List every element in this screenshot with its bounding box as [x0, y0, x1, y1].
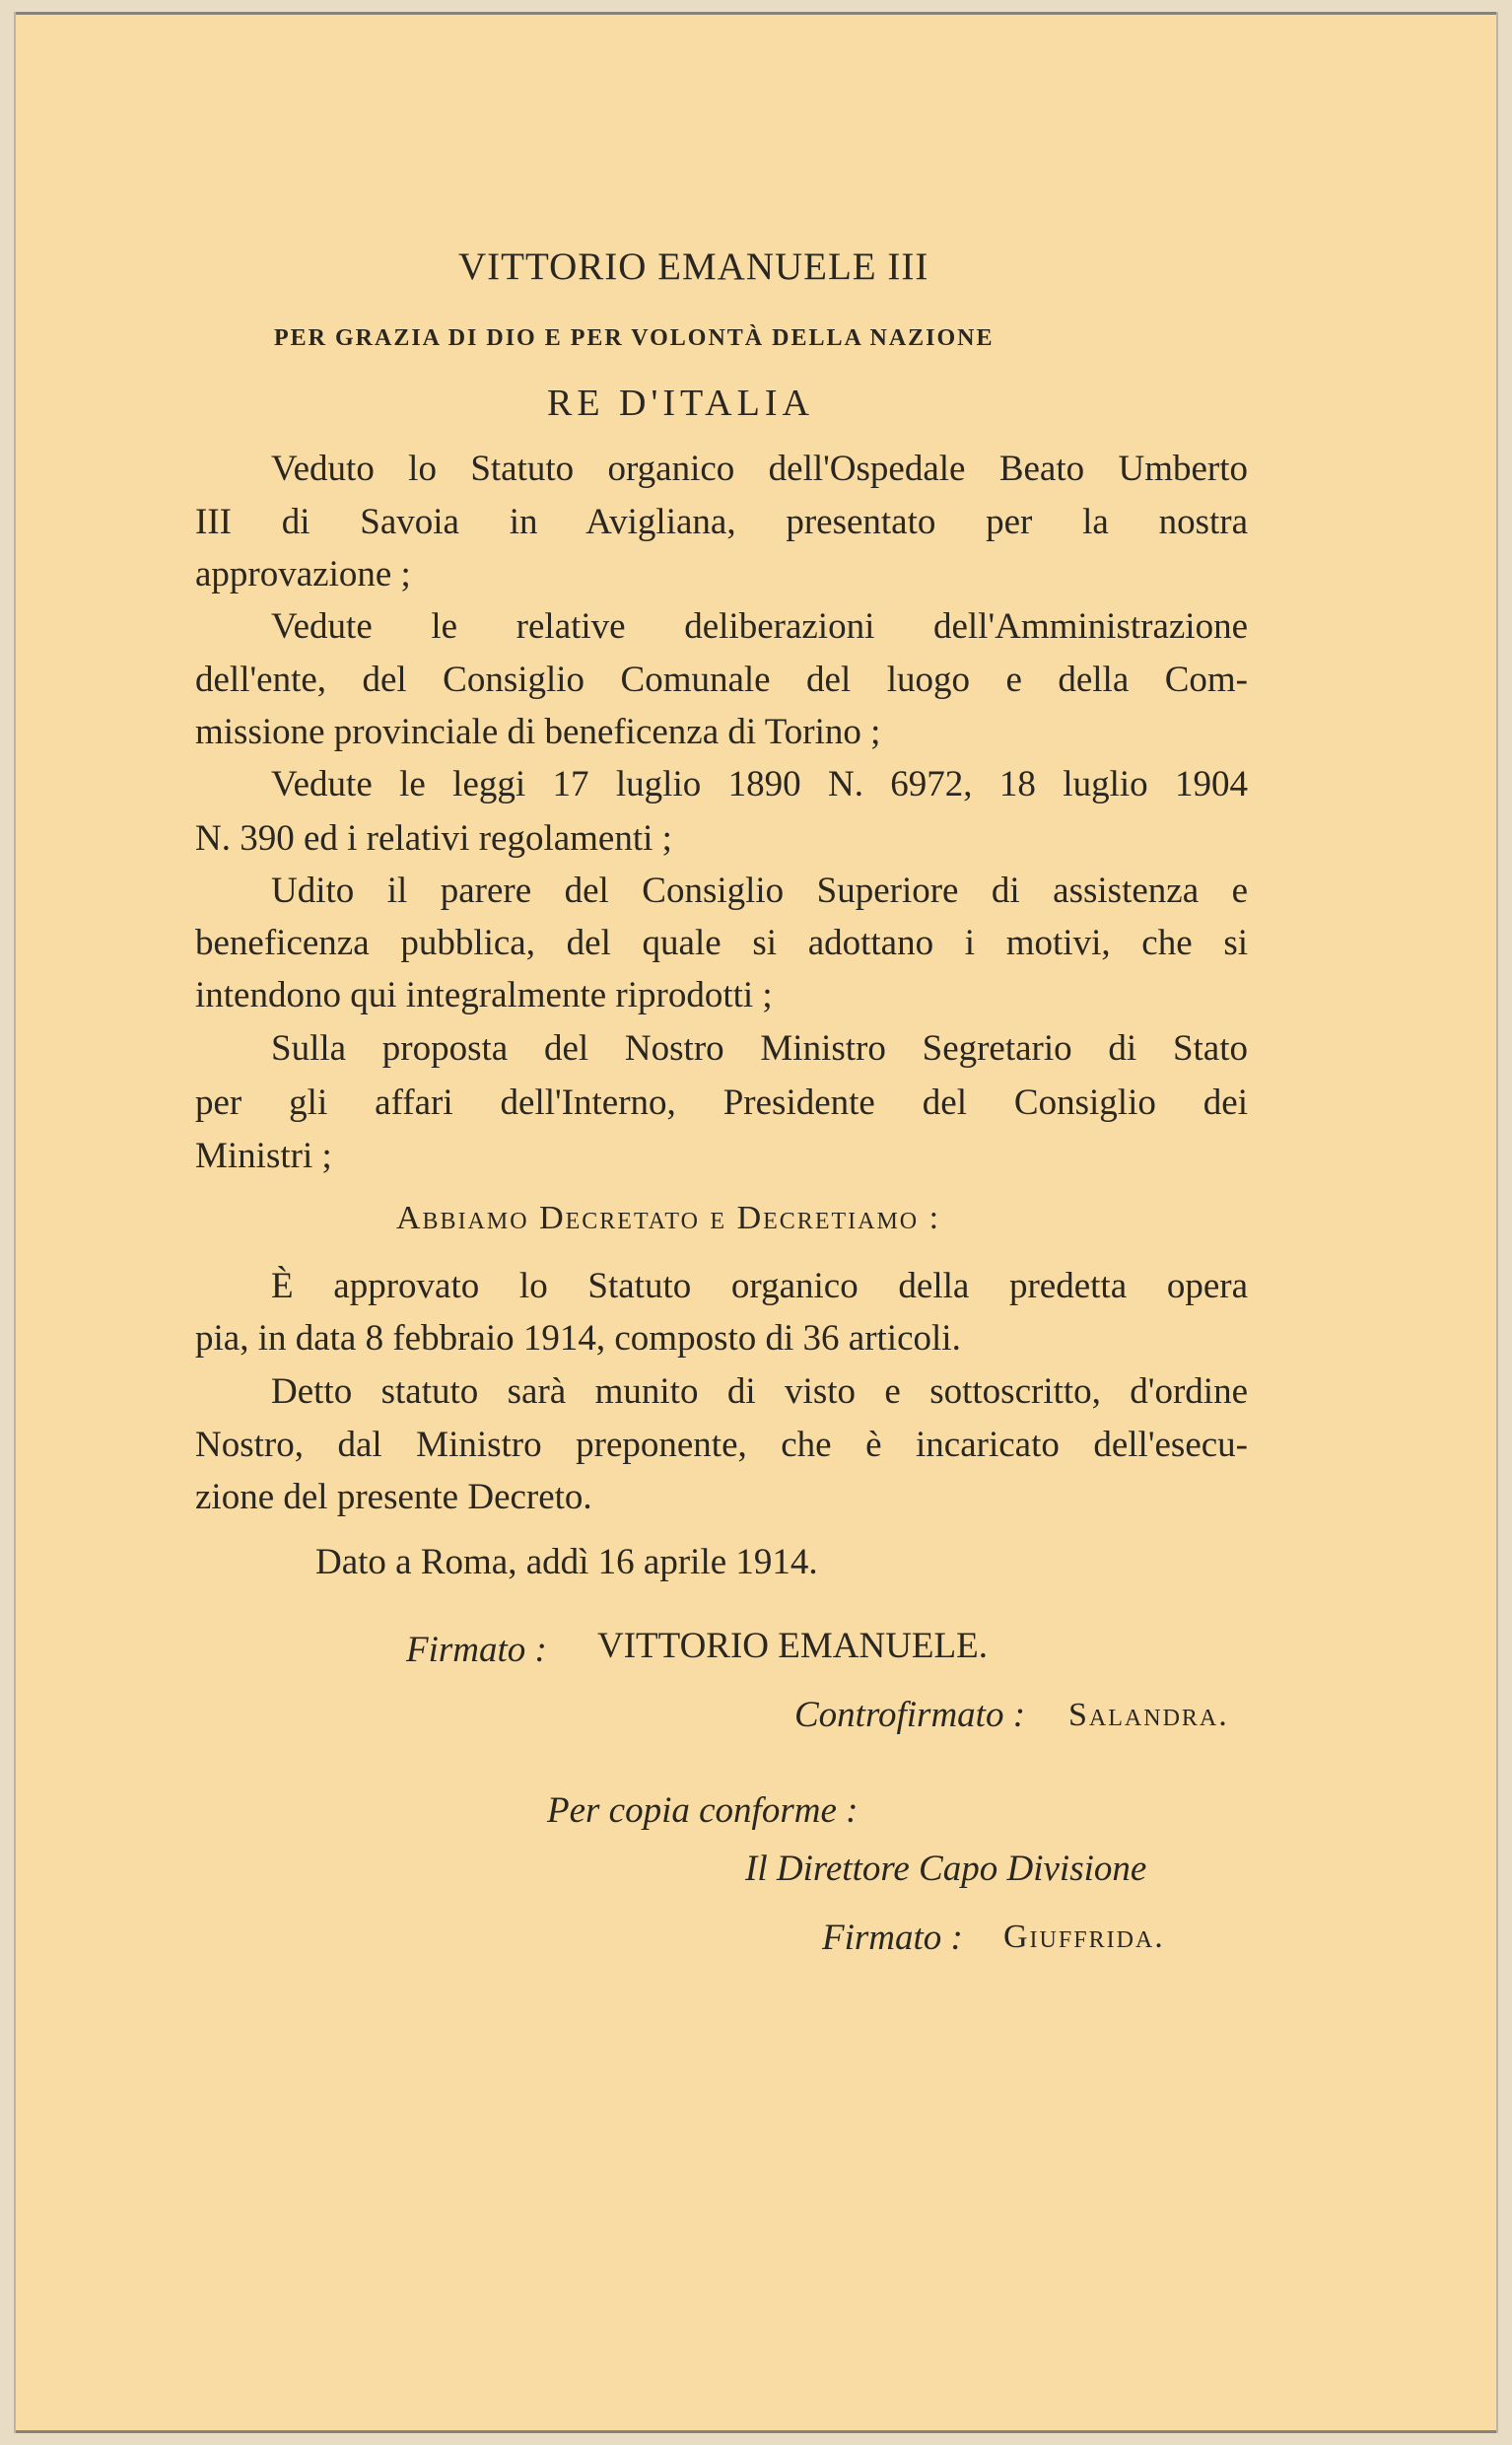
- text-line-10: beneficenza pubblica, del quale si adottano i motivi, che si: [195, 923, 1248, 963]
- decree-subheading: PER GRAZIA DI DIO E PER VOLONTÀ DELLA NAZIONE: [274, 325, 995, 351]
- page-top-edge: [14, 12, 1498, 15]
- text-line-17: pia, in data 8 febbraio 1914, composto di 36 articoli.: [195, 1318, 961, 1359]
- text-line-4: Vedute le relative deliberazioni dell'Amministrazione: [271, 606, 1248, 647]
- firmato-label: Firmato :: [406, 1630, 547, 1670]
- page-right-edge: [1496, 12, 1498, 2433]
- firmato2-name: Giuffrida.: [1003, 1919, 1165, 1955]
- controfirmato-label: Controfirmato :: [794, 1695, 1026, 1735]
- direttore-label: Il Direttore Capo Divisione: [745, 1849, 1147, 1889]
- text-line-6: missione provinciale di beneficenza di Torino ;: [195, 712, 881, 752]
- copia-conforme-label: Per copia conforme :: [547, 1790, 859, 1831]
- page-bottom-edge: [14, 2430, 1498, 2433]
- text-line-3: approvazione ;: [195, 554, 411, 594]
- text-line-14: Ministri ;: [195, 1136, 332, 1176]
- text-line-1: Veduto lo Statuto organico dell'Ospedale Beato Umberto: [271, 449, 1248, 489]
- decree-heading: VITTORIO EMANUELE III: [458, 245, 929, 288]
- text-line-13: per gli affari dell'Interno, Presidente del Consiglio dei: [195, 1083, 1248, 1123]
- decree-title: RE D'ITALIA: [547, 383, 814, 424]
- text-line-18: Detto statuto sarà munito di visto e sottoscritto, d'ordine: [271, 1371, 1248, 1412]
- page-left-edge: [14, 12, 16, 2433]
- firmato2-label: Firmato :: [822, 1918, 963, 1958]
- text-line-7: Vedute le leggi 17 luglio 1890 N. 6972, 18 luglio 1904: [271, 764, 1248, 804]
- text-line-8: N. 390 ed i relativi regolamenti ;: [195, 818, 672, 859]
- text-line-11: intendono qui integralmente riprodotti ;: [195, 975, 773, 1015]
- text-line-5: dell'ente, del Consiglio Comunale del luogo e della Com-: [195, 660, 1248, 700]
- text-line-12: Sulla proposta del Nostro Ministro Segretario di Stato: [271, 1028, 1248, 1069]
- text-line-19: Nostro, dal Ministro preponente, che è incaricato dell'esecu-: [195, 1425, 1248, 1465]
- text-line-9: Udito il parere del Consiglio Superiore di assistenza e: [271, 871, 1248, 911]
- text-line-2: III di Savoia in Avigliana, presentato per la nostra: [195, 502, 1248, 542]
- text-line-20: zione del presente Decreto.: [195, 1477, 592, 1517]
- decree-formula: Abbiamo Decretato e Decretiamo :: [396, 1200, 941, 1236]
- controfirmato-name: Salandra.: [1068, 1697, 1229, 1733]
- firmato-name: VITTORIO EMANUELE.: [597, 1626, 988, 1666]
- text-line-16: È approvato lo Statuto organico della predetta opera: [271, 1266, 1248, 1306]
- decree-date: Dato a Roma, addì 16 aprile 1914.: [315, 1542, 818, 1582]
